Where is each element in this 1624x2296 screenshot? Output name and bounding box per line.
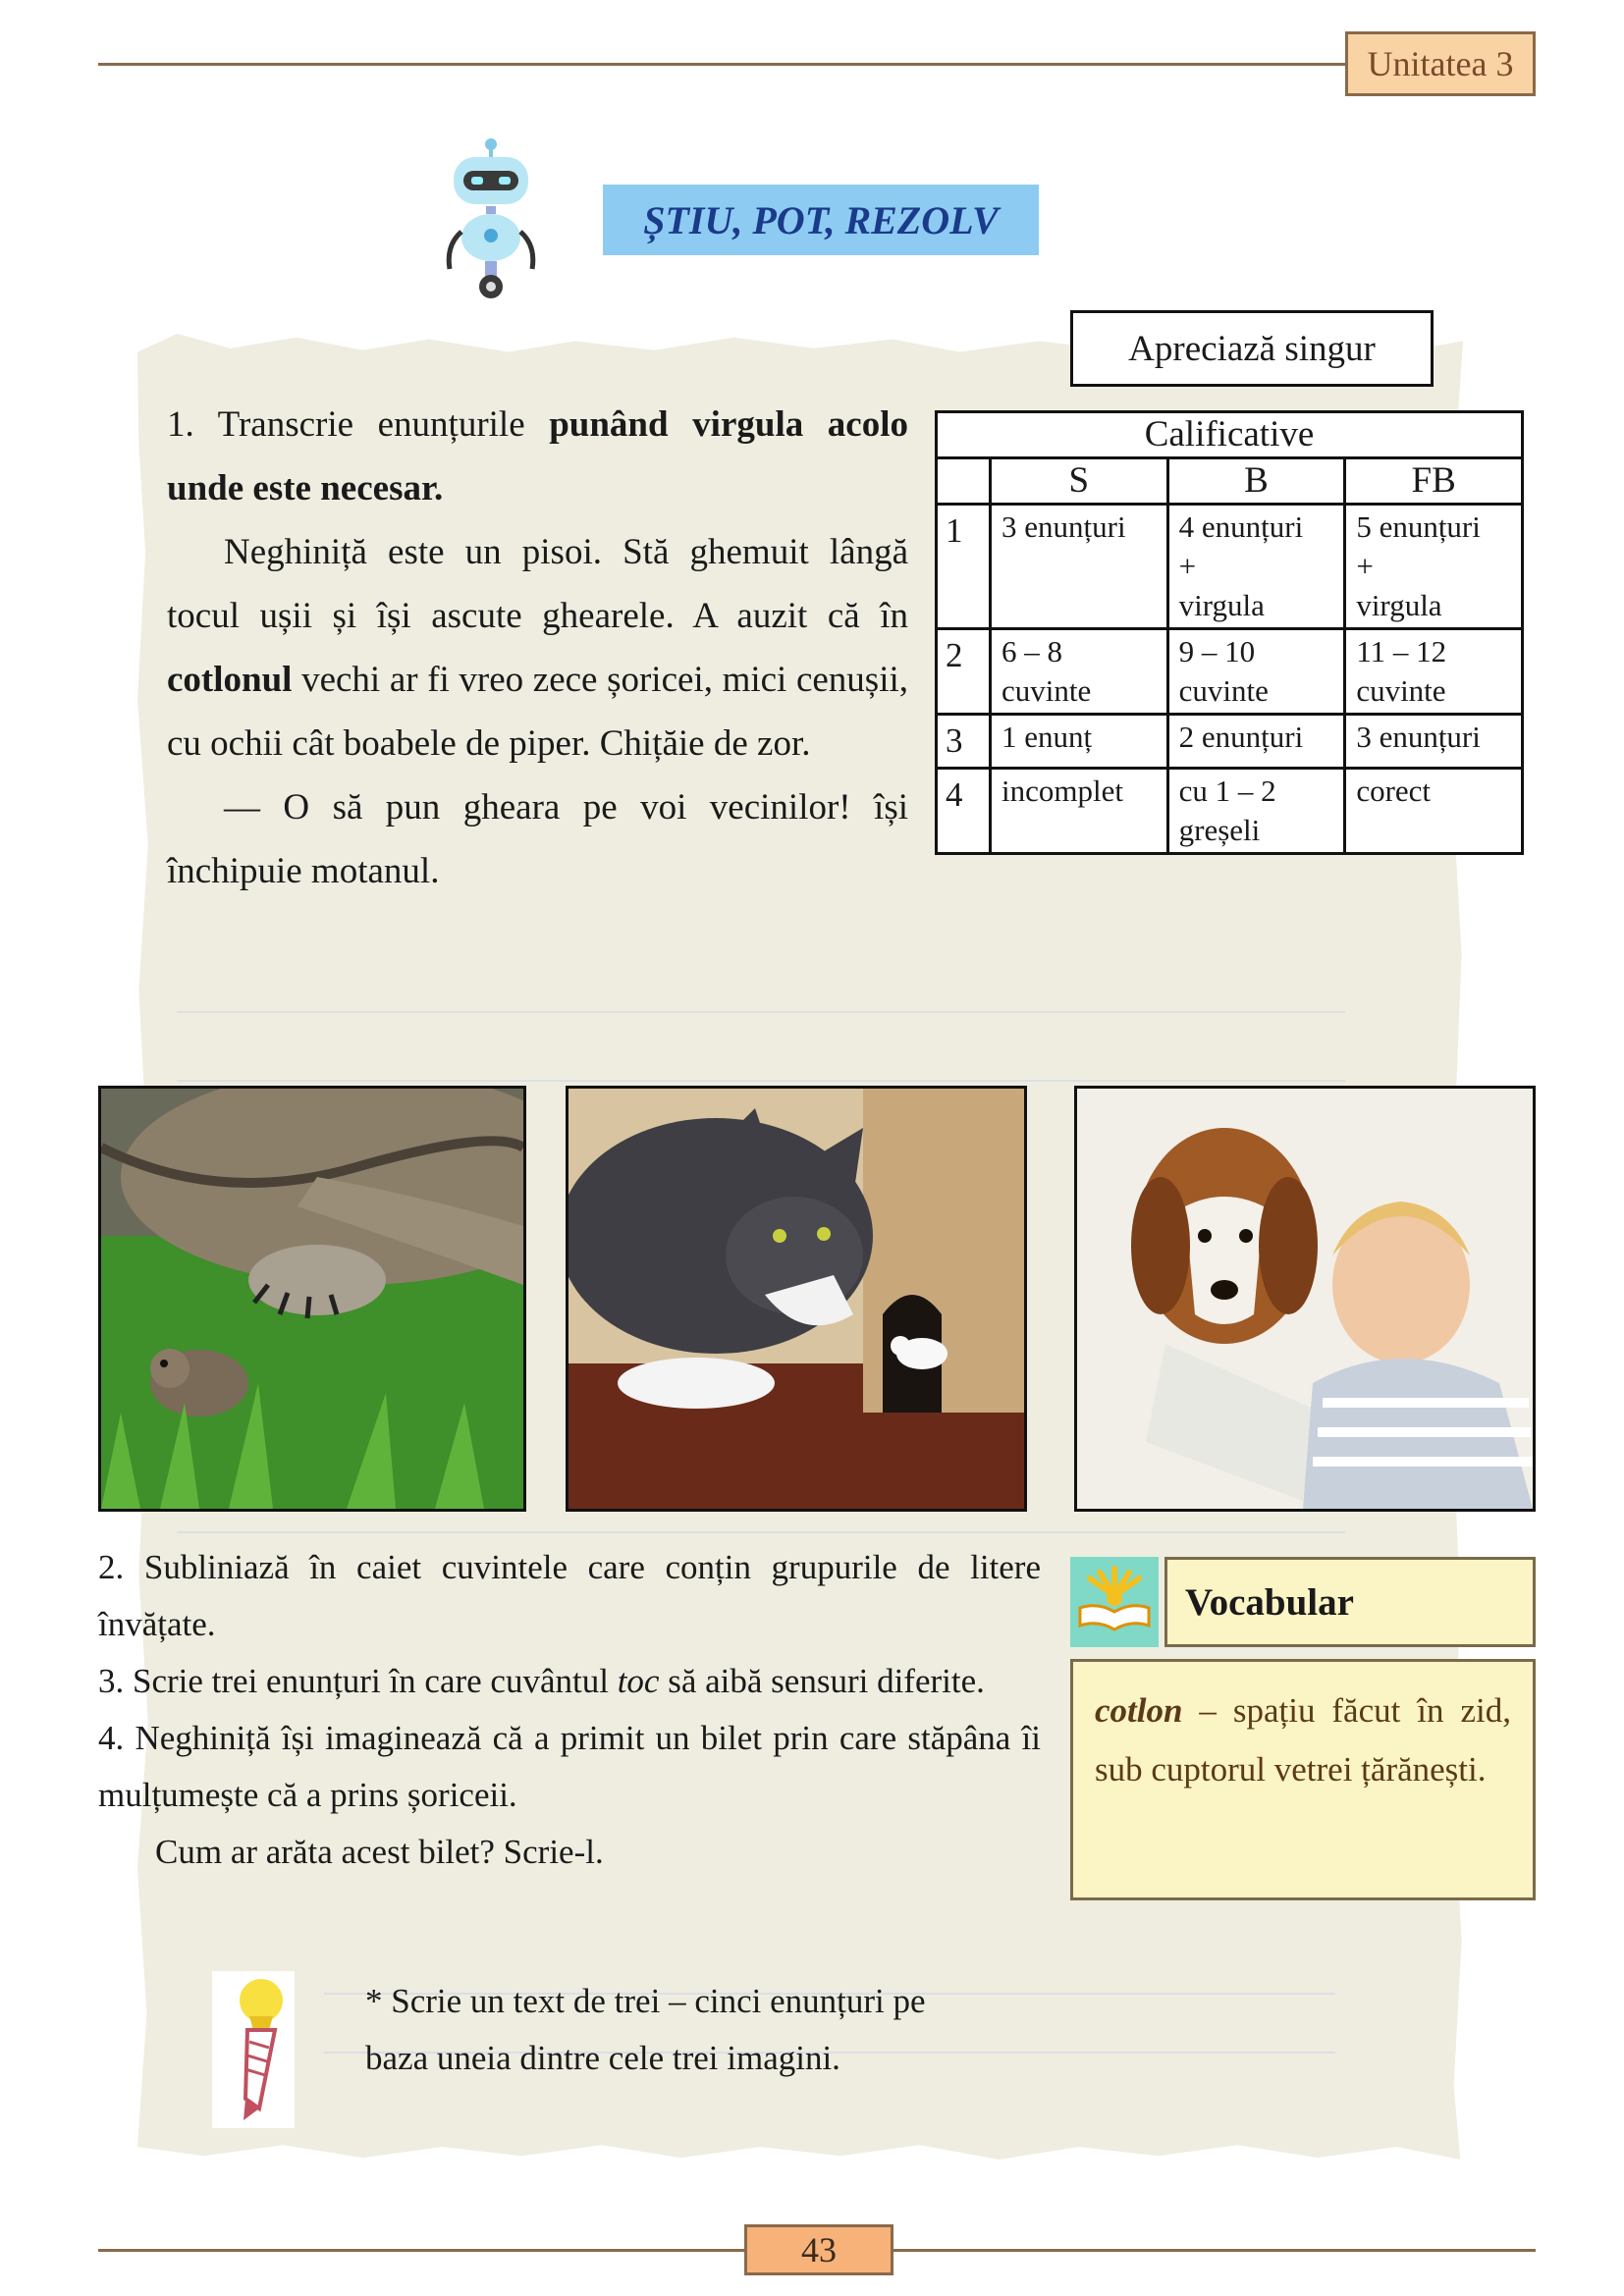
- unit-label: Unitatea 3: [1345, 31, 1536, 96]
- grading-cell: [1345, 629, 1523, 715]
- grading-cell-line: cuvinte: [1001, 673, 1092, 708]
- photo-boy-reading-with-dog: [1074, 1086, 1536, 1512]
- self-assessment-title: Apreciază singur: [1070, 310, 1434, 387]
- grading-cell-line: 6 – 8: [1001, 634, 1062, 668]
- open-book-icon: [1070, 1557, 1159, 1647]
- grading-row-number: 3: [937, 715, 991, 769]
- grading-row: [937, 715, 1523, 769]
- grading-cell-line: 11 – 12: [1356, 634, 1447, 668]
- robot-icon: [432, 137, 550, 304]
- task-3: 3. Scrie trei enunțuri în care cuvântul toc să aibă sensuri diferite.: [98, 1662, 985, 1700]
- task-1-dialogue: — O să pun gheara pe voi vecinilor! își închipuie motanul.: [167, 787, 908, 891]
- grading-cell: [1345, 505, 1523, 629]
- grading-cell-line: greșeli: [1178, 813, 1261, 847]
- grading-row-number: 2: [937, 629, 991, 715]
- task-4: 4. Neghiniță își imaginează că a primit un bilet prin care stăpâna îi mulțumește că a prins șoriceii.: [98, 1719, 1041, 1814]
- grading-cell-line: cu 1 – 2: [1178, 774, 1276, 808]
- grading-cell: [1345, 715, 1523, 769]
- grading-table: [935, 410, 1524, 855]
- grading-cell: [1167, 769, 1345, 854]
- lightbulb-pencil-icon: [212, 1971, 295, 2128]
- vocabulary-term: cotlon: [1095, 1691, 1183, 1730]
- paper-line: [177, 1531, 1345, 1533]
- grading-cell-line: 1 enunț: [1001, 720, 1093, 754]
- task-2: 2. Subliniază în caiet cuvintele care conțin grupurile de litere învățate.: [98, 1548, 1041, 1643]
- grading-cell: [991, 629, 1168, 715]
- extra-task: * Scrie un text de trei – cinci enunțuri pe baza uneia dintre cele trei imagini.: [365, 1982, 926, 2077]
- grading-cell-line: cuvinte: [1356, 673, 1446, 708]
- grading-cell-line: 5 enunțuri: [1356, 509, 1481, 544]
- grading-cell-line: virgula: [1178, 588, 1265, 622]
- grading-cell-line: 4 enunțuri: [1178, 509, 1304, 544]
- grading-row: [937, 505, 1523, 629]
- task-1: 1. Transcrie enunțurile punând virgula acolo unde este necesar. Neghiniță este un pisoi. Stă ghemuit lângă tocul ușii și își ascute ghearele. A auzit că în cotlonul vechi ar fi vreo zece șoricei, mici cenușii, cu ochii cât boabele de piper. Chițăie de zor. — O să pun gheara pe voi vecinilor! își închipuie motanul.: [167, 393, 908, 903]
- photo-cat-and-white-mouse: [566, 1086, 1027, 1512]
- grading-cell-line: 2 enunțuri: [1178, 720, 1304, 754]
- grading-row: [937, 769, 1523, 854]
- grading-cell-line: 9 – 10: [1178, 634, 1256, 668]
- paper-line: [177, 1011, 1345, 1013]
- grading-cell-line: virgula: [1356, 588, 1442, 622]
- grading-cell: [991, 715, 1168, 769]
- grading-table-caption: Calificative: [937, 412, 1523, 458]
- grading-cell: [1167, 715, 1345, 769]
- grading-cell: [991, 505, 1168, 629]
- grade-header-b: B: [1167, 458, 1345, 505]
- vocabulary-definition: cotlon – spațiu făcut în zid, sub cuptorul vetrei țărănești.: [1070, 1659, 1536, 1900]
- grading-row-number: 1: [937, 505, 991, 629]
- photo-cat-catching-mouse-in-grass: [98, 1086, 526, 1512]
- page-number: 43: [744, 2224, 893, 2275]
- tasks-2-4: [98, 1539, 1041, 1881]
- grading-cell-line: 3 enunțuri: [1356, 720, 1481, 754]
- footer-rule-left: [98, 2249, 744, 2252]
- page-title: ȘTIU, POT, REZOLV: [603, 185, 1039, 255]
- task-4-question: Cum ar arăta acest bilet? Scrie-l.: [155, 1833, 604, 1871]
- grading-cell-line: 3 enunțuri: [1001, 509, 1126, 544]
- grading-cell: [1167, 505, 1345, 629]
- grading-cell-line: +: [1178, 549, 1197, 583]
- grading-cell-line: incomplet: [1001, 774, 1123, 808]
- header-rule: [98, 63, 1345, 66]
- paper-line: [177, 1080, 1345, 1082]
- grading-cell-line: cuvinte: [1178, 673, 1269, 708]
- grade-header-s: S: [991, 458, 1168, 505]
- grading-cell-line: +: [1356, 549, 1374, 583]
- grading-cell-line: corect: [1356, 774, 1432, 808]
- grading-cell: [1345, 769, 1523, 854]
- vocabulary-heading: Vocabular: [1164, 1557, 1536, 1647]
- footer-rule-right: [893, 2249, 1536, 2252]
- grading-cell: [1167, 629, 1345, 715]
- grading-row: [937, 629, 1523, 715]
- grade-header-fb: FB: [1345, 458, 1523, 505]
- grading-cell: [991, 769, 1168, 854]
- grading-row-number: 4: [937, 769, 991, 854]
